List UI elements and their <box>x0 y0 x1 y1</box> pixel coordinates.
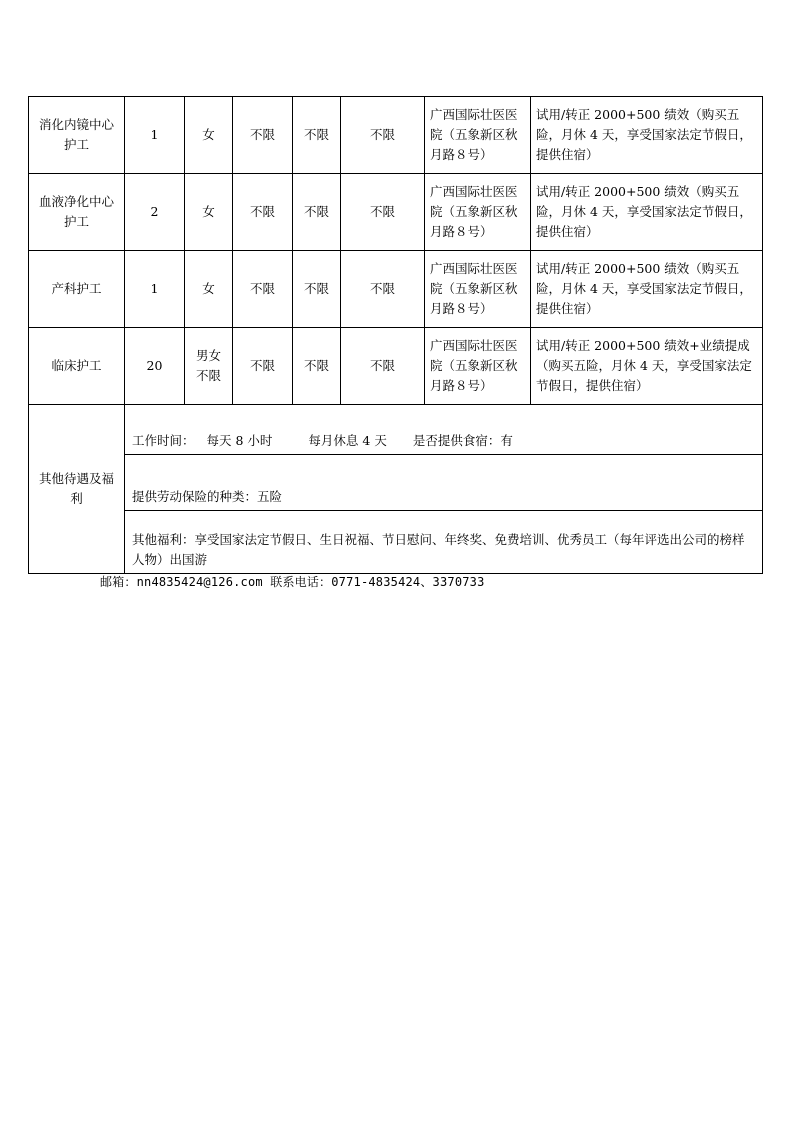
requirement-cell: 不限 <box>233 97 293 174</box>
requirement-cell: 不限 <box>341 251 425 328</box>
benefits-row <box>29 405 763 455</box>
gender-cell: 女 <box>185 251 233 328</box>
requirement-cell: 不限 <box>233 328 293 405</box>
salary-cell: 试用/转正 2000+500 绩效+业绩提成（购买五险，月休 4 天，享受国家法定节假日，提供住宿） <box>531 328 763 405</box>
location-cell: 广西国际壮医医院（五象新区秋月路８号） <box>425 328 531 405</box>
benefits-row <box>29 511 763 574</box>
requirement-cell: 不限 <box>293 251 341 328</box>
position-cell: 血液净化中心护工 <box>29 174 125 251</box>
monthly-rest: 每月休息 4 天 <box>308 433 387 448</box>
gender-cell: 男女不限 <box>185 328 233 405</box>
requirement-cell: 不限 <box>341 328 425 405</box>
count-cell: 1 <box>125 97 185 174</box>
position-cell: 产科护工 <box>29 251 125 328</box>
insurance-cell: 提供劳动保险的种类：五险 <box>125 455 763 511</box>
salary-cell: 试用/转正 2000+500 绩效（购买五险，月休 4 天，享受国家法定节假日，提供住宿） <box>531 251 763 328</box>
table-row <box>29 251 763 328</box>
contact-info: 邮箱：nn4835424@126.com 联系电话：0771-4835424、3370733 <box>100 575 485 589</box>
food-lodging: 是否提供食宿：有 <box>412 433 513 448</box>
gender-cell: 女 <box>185 174 233 251</box>
other-benefits-cell: 其他福利：享受国家法定节假日、生日祝福、节日慰问、年终奖、免费培训、优秀员工（每年评选出公司的榜样人物）出国游 <box>125 511 763 574</box>
position-cell: 消化内镜中心护工 <box>29 97 125 174</box>
location-cell: 广西国际壮医医院（五象新区秋月路８号） <box>425 174 531 251</box>
work-time-label: 工作时间： <box>132 433 195 448</box>
table-row <box>29 97 763 174</box>
requirement-cell: 不限 <box>341 97 425 174</box>
count-cell: 2 <box>125 174 185 251</box>
location-cell: 广西国际壮医医院（五象新区秋月路８号） <box>425 251 531 328</box>
requirement-cell: 不限 <box>341 174 425 251</box>
count-cell: 20 <box>125 328 185 405</box>
table-row <box>29 174 763 251</box>
location-cell: 广西国际壮医医院（五象新区秋月路８号） <box>425 97 531 174</box>
benefits-label-cell: 其他待遇及福利 <box>29 405 125 574</box>
salary-cell: 试用/转正 2000+500 绩效（购买五险，月休 4 天，享受国家法定节假日，提供住宿） <box>531 174 763 251</box>
salary-cell: 试用/转正 2000+500 绩效（购买五险，月休 4 天，享受国家法定节假日，提供住宿） <box>531 97 763 174</box>
count-cell: 1 <box>125 251 185 328</box>
table-row <box>29 328 763 405</box>
gender-cell: 女 <box>185 97 233 174</box>
work-time-value: 每天 8 小时 <box>206 433 273 448</box>
requirement-cell: 不限 <box>293 174 341 251</box>
requirement-cell: 不限 <box>233 174 293 251</box>
requirement-cell: 不限 <box>293 97 341 174</box>
position-cell: 临床护工 <box>29 328 125 405</box>
requirement-cell: 不限 <box>293 328 341 405</box>
work-time-cell <box>125 405 763 455</box>
recruitment-table <box>28 96 763 574</box>
benefits-row <box>29 455 763 511</box>
requirement-cell: 不限 <box>233 251 293 328</box>
